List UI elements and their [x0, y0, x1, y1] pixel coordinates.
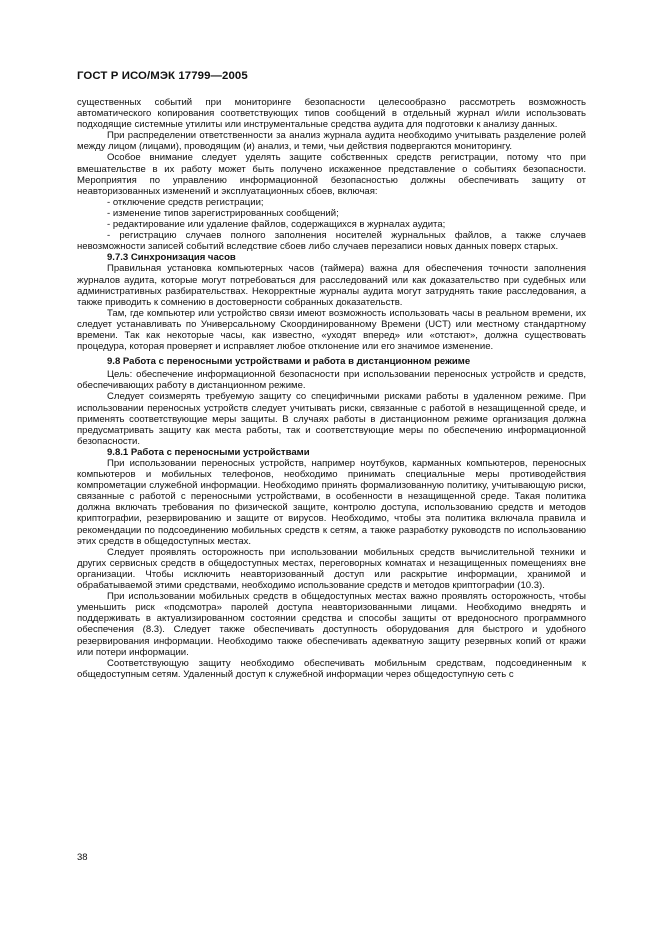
- list-item: - изменение типов зарегистрированных сообщений;: [107, 207, 339, 219]
- page-number: 38: [77, 852, 88, 863]
- document-header: ГОСТ Р ИСО/МЭК 17799—2005: [77, 70, 248, 82]
- paragraph: При распределении ответственности за анализ журнала аудита необходимо учитывать разделение ролей между лицом (лицами), проводящим (и) анализ, и теми, чьи действия подвергаются мониторингу.: [77, 130, 586, 153]
- paragraph: Особое внимание следует уделять защите собственных средств регистрации, потому что при вмешательстве в их работу может быть получено искаженное представление о событиях безопасности. Мероприятия по управлению информационной безопасностью должны обеспечивать защиту от неавторизованных изменений и эксплуатационных сбоев, включая:: [77, 152, 586, 197]
- paragraph: существенных событий при мониторинге безопасности целесообразно рассмотреть возможность автоматического копирования соответствующих типов сообщений в отдельный журнал и/или использовать подходящие системные утилиты или инструментальные средства аудита для подготовки к анализу данных.: [77, 97, 586, 131]
- list-item: - регистрацию случаев полного заполнения носителей журнальных файлов, а также случаев невозможности записей событий вследствие сбоев либо случаев перезаписи новых данных поверх старых.: [77, 230, 586, 253]
- paragraph: Правильная установка компьютерных часов (таймера) важна для обеспечения точности заполнения журналов аудита, которые могут потребоваться для расследований или как доказательство при судебных или административных разбирательствах. Некорректные журналы аудита могут затруднять такие расследования, а также приводить к сомнению в достоверности собранных доказательств.: [77, 263, 586, 308]
- paragraph: Следует проявлять осторожность при использовании мобильных средств вычислительной техники и других сервисных средств в общедоступных местах, переговорных комнатах и незащищенных помещениях вне организации. Чтобы исключить неавторизованный доступ или раскрытие информации, хранимой и обрабатываемой этими средствами, необходимо использование средств и методов криптографии (10.3).: [77, 546, 586, 592]
- list-item: - отключение средств регистрации;: [107, 196, 264, 208]
- section-heading: 9.8 Работа с переносными устройствами и работа в дистанционном режиме: [107, 356, 471, 368]
- paragraph: При использовании мобильных средств в общедоступных местах важно проявлять осторожность, чтобы уменьшить риск «подсмотра» паролей доступа неавторизованными лицами. Необходимо внедрять и поддерживать в актуализированном состоянии средства и способы защиты от вредоносного программного обеспечения (8.3). Следует также обеспечивать доступность оборудования для быстрого и удобного резервирования информации. Необходимо также обеспечивать адекватную защиту резервных копий от кражи или потери информации.: [77, 591, 586, 658]
- list-item: - редактирование или удаление файлов, содержащихся в журналах аудита;: [107, 219, 446, 231]
- paragraph: Следует соизмерять требуемую защиту со специфичными рисками работы в удаленном режиме. При использовании переносных устройств следует учитывать риски, связанные с работой в незащищенной среде, и применять соответствующие меры защиты. В случаях работы в дистанционном режиме организация должна предусматривать защиту как места работы, так и соответствующие меры по обеспечению информационной безопасности.: [77, 391, 586, 447]
- paragraph: При использовании переносных устройств, например ноутбуков, карманных компьютеров, переносных компьютеров и мобильных телефонов, необходимо принимать специальные меры противодействия компрометации служебной информации. Необходимо принять формализованную политику, учитывающую риски, связанные с работой с переносными устройствами, в особенности в незащищенной среде. Такая политика должна включать требования по физической защите, контролю доступа, использованию средств и методов криптографии, резервированию и защите от вирусов. Необходимо, чтобы эта политика включала правила и рекомендации по подсоединению мобильных средств к сетям, а также разработку руководств по использованию этих средств в общедоступных местах.: [77, 458, 586, 547]
- paragraph: Цель: обеспечение информационной безопасности при использовании переносных устройств и средств, обеспечивающих работу в дистанционном режиме.: [77, 369, 586, 392]
- paragraph: Там, где компьютер или устройство связи имеют возможность использовать часы в реальном времени, их следует устанавливать по Универсальному Скоординированному Времени (UCT) или местному стандартному времени. Так как некоторые часы, как известно, «уходят вперед» или «отстают», должна существовать процедура, которая проверяет и исправляет любое отклонение или его значимое изменение.: [77, 307, 586, 353]
- section-heading: 9.8.1 Работа с переносными устройствами: [107, 446, 310, 458]
- paragraph: Соответствующую защиту необходимо обеспечивать мобильным средствам, подсоединенным к общедоступным сетям. Удаленный доступ к служебной информации через общедоступную сеть с: [77, 657, 586, 680]
- section-heading: 9.7.3 Синхронизация часов: [107, 252, 236, 264]
- document-body: [77, 97, 586, 680]
